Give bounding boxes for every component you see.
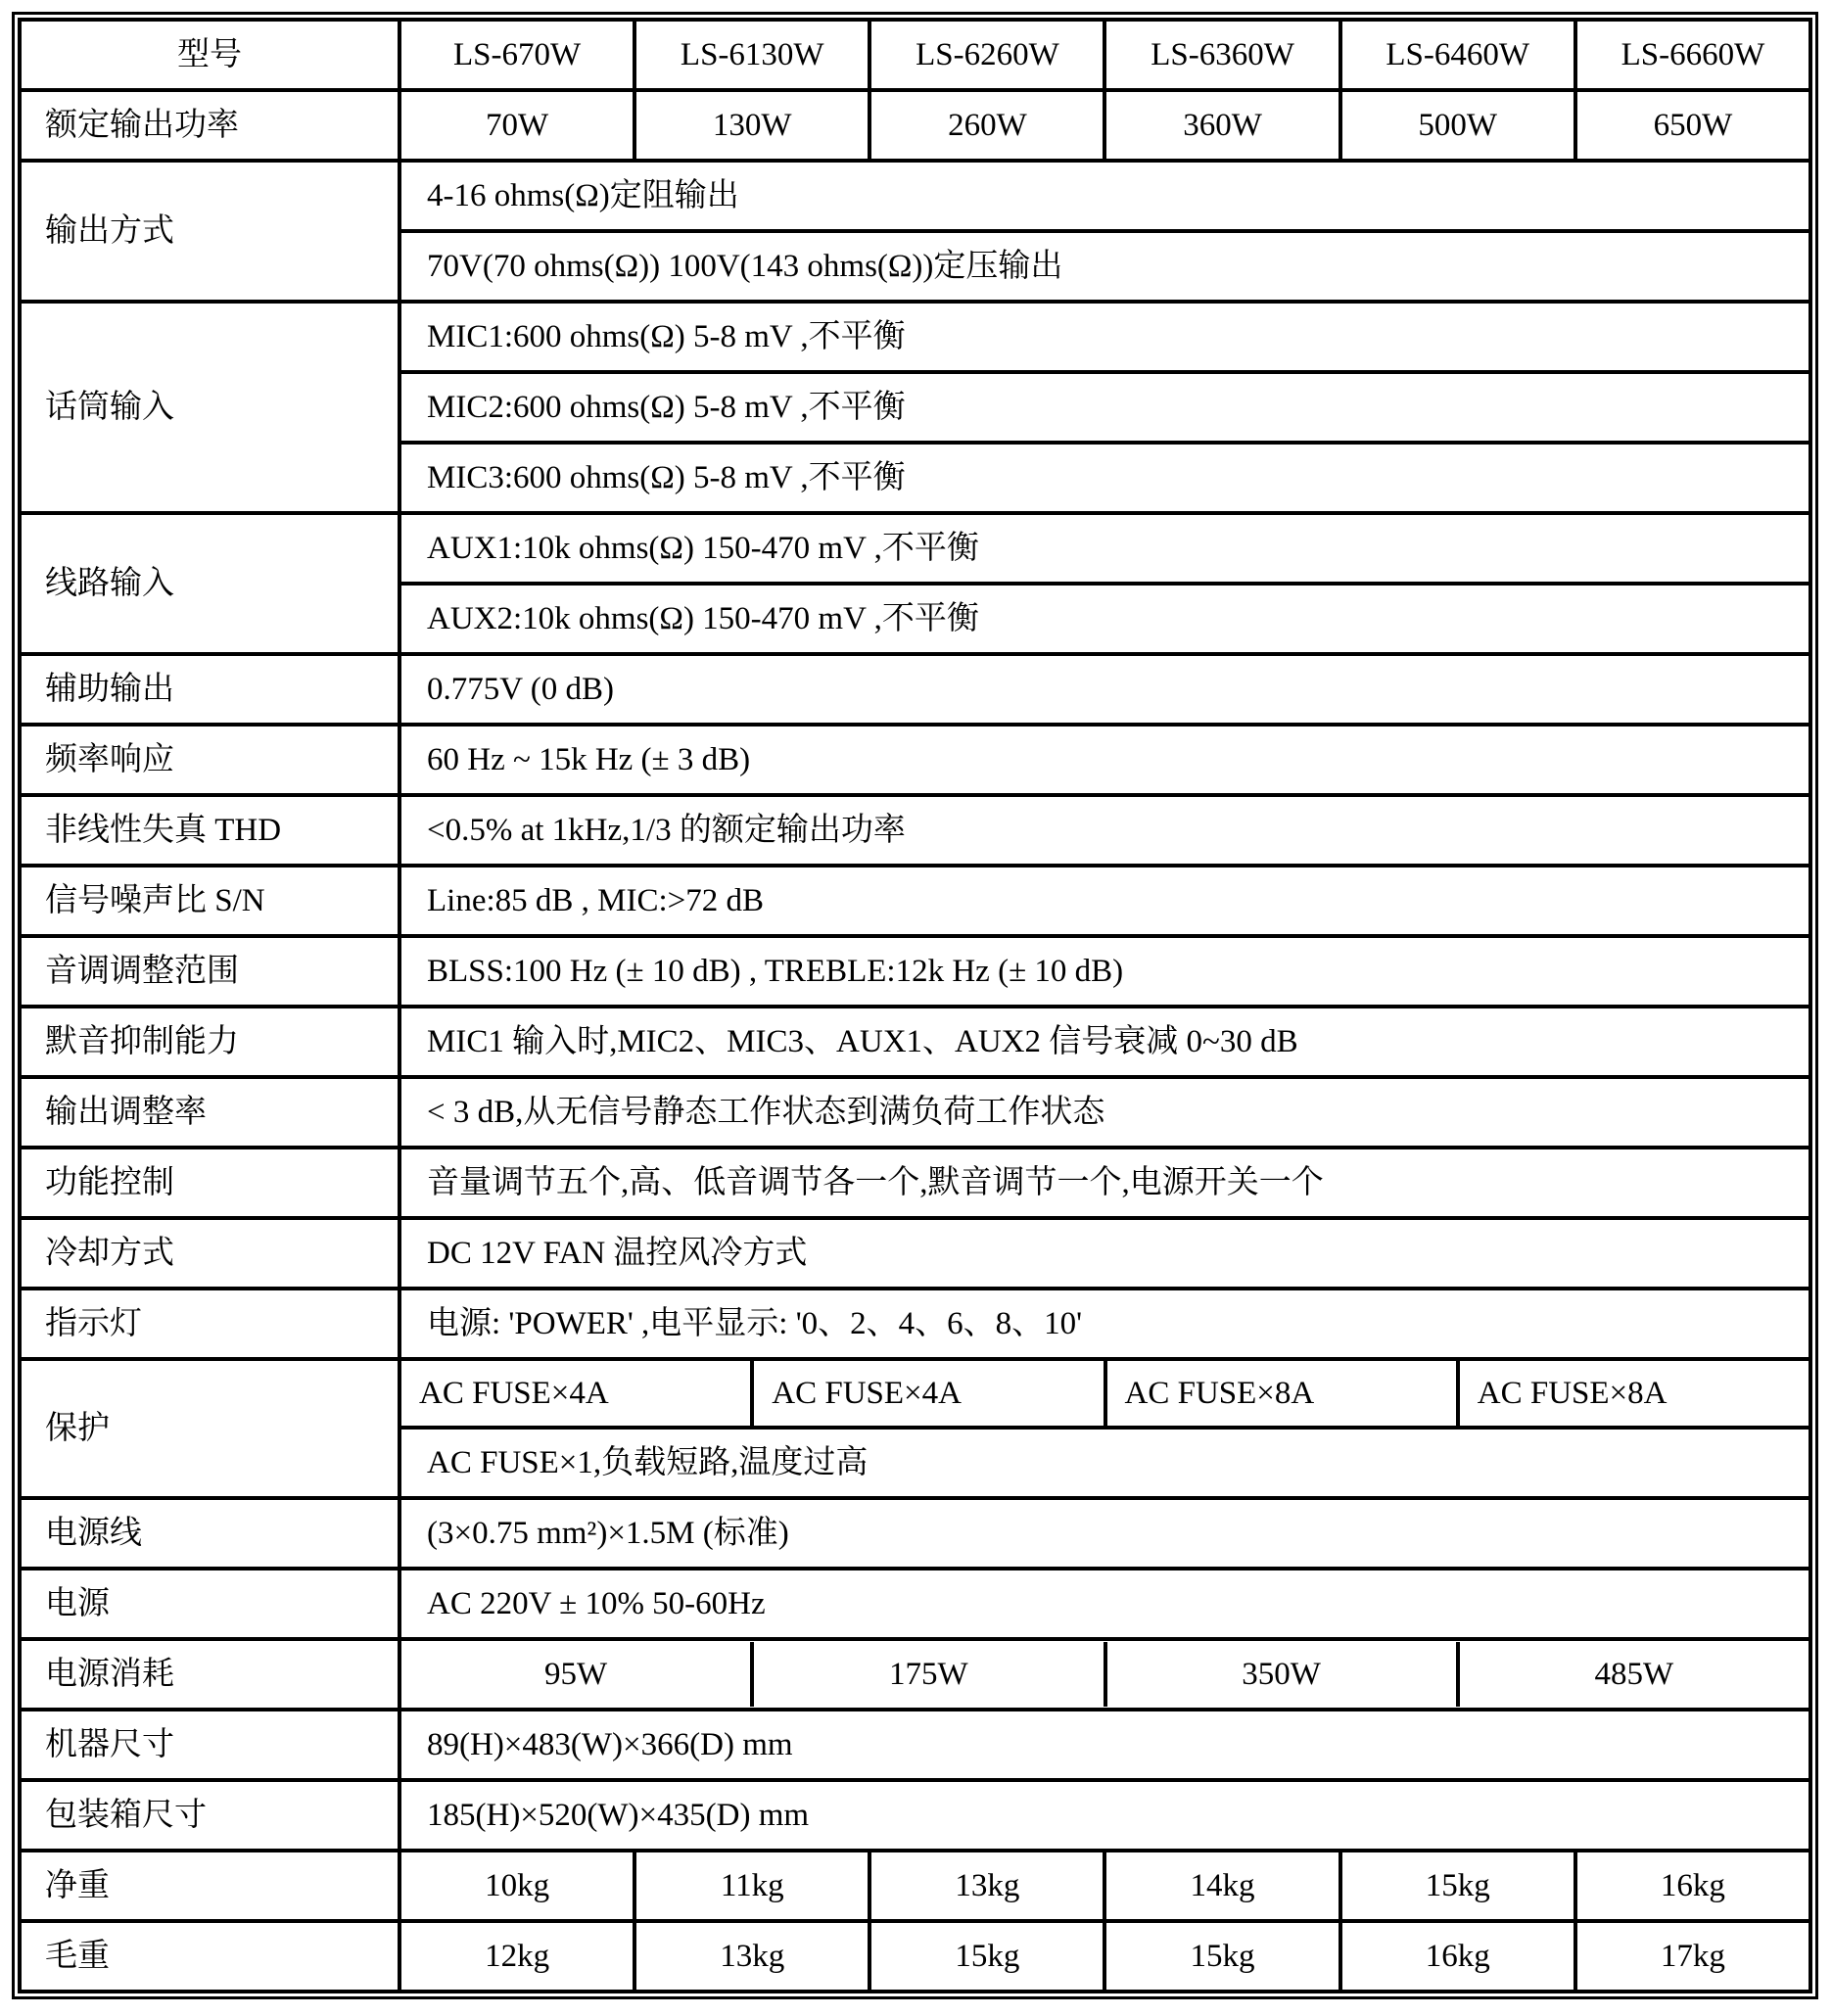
- rated-power-value: 260W: [869, 90, 1104, 161]
- row-tone-range: [20, 936, 1810, 1007]
- row-mic-input-1: [20, 302, 1810, 372]
- rated-power-value: 360W: [1104, 90, 1339, 161]
- net-weight-value: 16kg: [1575, 1851, 1810, 1921]
- row-power-cord: [20, 1498, 1810, 1569]
- net-weight-value: 10kg: [399, 1851, 634, 1921]
- mute-suppress-label: 默音抑制能力: [20, 1007, 399, 1077]
- function-control-label: 功能控制: [20, 1148, 399, 1218]
- power-supply-value: AC 220V ± 10% 50-60Hz: [399, 1569, 1810, 1639]
- row-thd: [20, 795, 1810, 866]
- machine-size-label: 机器尺寸: [20, 1710, 399, 1780]
- protection-fuse-cells: [399, 1359, 1810, 1428]
- aux-output-label: 辅助输出: [20, 654, 399, 725]
- model-name: LS-670W: [399, 20, 634, 90]
- indicator-value: 电源: 'POWER' ,电平显示: '0、2、4、6、8、10': [399, 1289, 1810, 1359]
- power-supply-label: 电源: [20, 1569, 399, 1639]
- rated-power-value: 70W: [399, 90, 634, 161]
- protection-fuse: AC FUSE×4A: [419, 1375, 609, 1411]
- row-line-input-1: [20, 513, 1810, 584]
- power-consumption-value: 350W: [1104, 1642, 1456, 1707]
- gross-weight-label: 毛重: [20, 1921, 399, 1992]
- row-rated-power: [20, 90, 1810, 161]
- power-consumption-label: 电源消耗: [20, 1639, 399, 1710]
- cooling-label: 冷却方式: [20, 1218, 399, 1289]
- freq-response-label: 频率响应: [20, 725, 399, 795]
- power-consumption-cells: [399, 1639, 1810, 1710]
- indicator-label: 指示灯: [20, 1289, 399, 1359]
- function-control-value: 音量调节五个,高、低音调节各一个,默音调节一个,电源开关一个: [399, 1148, 1810, 1218]
- protection-label: 保护: [20, 1359, 399, 1498]
- model-name: LS-6660W: [1575, 20, 1810, 90]
- power-consumption-value: 485W: [1456, 1642, 1809, 1707]
- table-frame: [12, 12, 1818, 1999]
- rated-power-value: 650W: [1575, 90, 1810, 161]
- protection-line2: AC FUSE×1,负载短路,温度过高: [399, 1428, 1810, 1498]
- row-function-control: [20, 1148, 1810, 1218]
- row-protection-fuses: [20, 1359, 1810, 1428]
- spec-table: [18, 18, 1812, 1993]
- model-name: LS-6130W: [634, 20, 869, 90]
- output-mode-line: 4-16 ohms(Ω)定阻输出: [399, 161, 1810, 231]
- tone-range-label: 音调调整范围: [20, 936, 399, 1007]
- gross-weight-value: 13kg: [634, 1921, 869, 1992]
- freq-response-value: 60 Hz ~ 15k Hz (± 3 dB): [399, 725, 1810, 795]
- row-net-weight: [20, 1851, 1810, 1921]
- gross-weight-value: 16kg: [1340, 1921, 1575, 1992]
- thd-label: 非线性失真 THD: [20, 795, 399, 866]
- row-indicator: [20, 1289, 1810, 1359]
- mic-input-label: 话筒输入: [20, 302, 399, 513]
- power-cord-label: 电源线: [20, 1498, 399, 1569]
- net-weight-label: 净重: [20, 1851, 399, 1921]
- gross-weight-value: 17kg: [1575, 1921, 1810, 1992]
- gross-weight-value: 15kg: [1104, 1921, 1339, 1992]
- machine-size-value: 89(H)×483(W)×366(D) mm: [399, 1710, 1810, 1780]
- aux-output-value: 0.775V (0 dB): [399, 654, 1810, 725]
- net-weight-value: 14kg: [1104, 1851, 1339, 1921]
- rated-power-value: 500W: [1340, 90, 1575, 161]
- protection-fuse-grid: [401, 1361, 1809, 1426]
- net-weight-value: 11kg: [634, 1851, 869, 1921]
- mic-input-line: MIC3:600 ohms(Ω) 5-8 mV ,不平衡: [399, 443, 1810, 513]
- power-consumption-grid: [401, 1642, 1809, 1707]
- line-input-label: 线路输入: [20, 513, 399, 654]
- model-name: LS-6360W: [1104, 20, 1339, 90]
- net-weight-value: 13kg: [869, 1851, 1104, 1921]
- power-cord-value: (3×0.75 mm²)×1.5M (标准): [399, 1498, 1810, 1569]
- output-mode-label: 输出方式: [20, 161, 399, 302]
- model-row-label: 型号: [20, 20, 399, 90]
- cooling-value: DC 12V FAN 温控风冷方式: [399, 1218, 1810, 1289]
- carton-size-value: 185(H)×520(W)×435(D) mm: [399, 1780, 1810, 1851]
- rated-power-value: 130W: [634, 90, 869, 161]
- sn-value: Line:85 dB , MIC:>72 dB: [399, 866, 1810, 936]
- net-weight-value: 15kg: [1340, 1851, 1575, 1921]
- row-output-regulation: [20, 1077, 1810, 1148]
- row-gross-weight: [20, 1921, 1810, 1992]
- rated-power-label: 额定输出功率: [20, 90, 399, 161]
- tone-range-value: BLSS:100 Hz (± 10 dB) , TREBLE:12k Hz (± 10 dB): [399, 936, 1810, 1007]
- row-sn: [20, 866, 1810, 936]
- protection-fuse: AC FUSE×8A: [1104, 1361, 1456, 1426]
- protection-fuse: AC FUSE×8A: [1456, 1361, 1809, 1426]
- thd-value: <0.5% at 1kHz,1/3 的额定输出功率: [399, 795, 1810, 866]
- output-mode-line: 70V(70 ohms(Ω)) 100V(143 ohms(Ω))定压输出: [399, 231, 1810, 302]
- row-aux-output: [20, 654, 1810, 725]
- row-model: [20, 20, 1810, 90]
- mic-input-line: MIC1:600 ohms(Ω) 5-8 mV ,不平衡: [399, 302, 1810, 372]
- sn-label: 信号噪声比 S/N: [20, 866, 399, 936]
- gross-weight-value: 15kg: [869, 1921, 1104, 1992]
- row-carton-size: [20, 1780, 1810, 1851]
- row-cooling: [20, 1218, 1810, 1289]
- mute-suppress-value: MIC1 输入时,MIC2、MIC3、AUX1、AUX2 信号衰减 0~30 dB: [399, 1007, 1810, 1077]
- model-name: LS-6260W: [869, 20, 1104, 90]
- row-power-consumption: [20, 1639, 1810, 1710]
- gross-weight-value: 12kg: [399, 1921, 634, 1992]
- power-consumption-value: 175W: [750, 1642, 1103, 1707]
- output-regulation-label: 输出调整率: [20, 1077, 399, 1148]
- row-freq-response: [20, 725, 1810, 795]
- model-name: LS-6460W: [1340, 20, 1575, 90]
- output-regulation-value: < 3 dB,从无信号静态工作状态到满负荷工作状态: [399, 1077, 1810, 1148]
- line-input-line: AUX1:10k ohms(Ω) 150-470 mV ,不平衡: [399, 513, 1810, 584]
- power-consumption-value: 95W: [544, 1656, 608, 1692]
- row-mute-suppress: [20, 1007, 1810, 1077]
- mic-input-line: MIC2:600 ohms(Ω) 5-8 mV ,不平衡: [399, 372, 1810, 443]
- row-output-mode-1: [20, 161, 1810, 231]
- line-input-line: AUX2:10k ohms(Ω) 150-470 mV ,不平衡: [399, 584, 1810, 654]
- row-power-supply: [20, 1569, 1810, 1639]
- protection-fuse: AC FUSE×4A: [750, 1361, 1103, 1426]
- row-machine-size: [20, 1710, 1810, 1780]
- carton-size-label: 包装箱尺寸: [20, 1780, 399, 1851]
